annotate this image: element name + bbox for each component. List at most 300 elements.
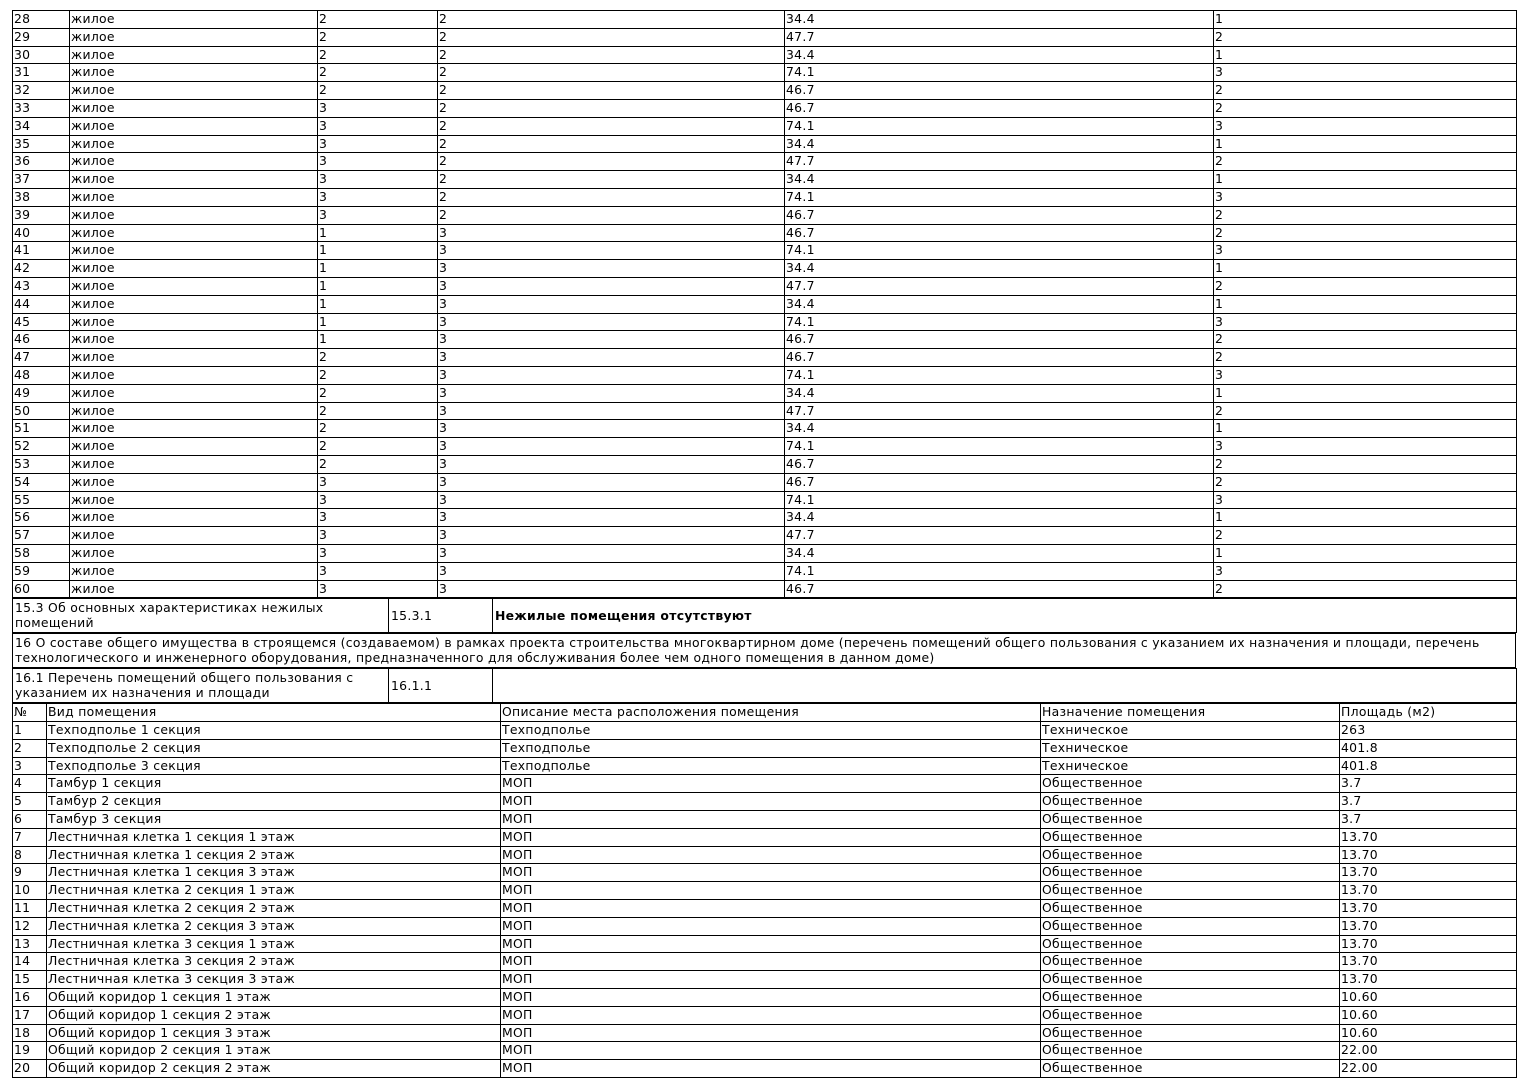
floor-cell: 3 <box>438 527 785 545</box>
number-cell: 18 <box>13 1024 47 1042</box>
area-cell: 13.70 <box>1340 882 1517 900</box>
apartments-table-body <box>13 11 1517 598</box>
apartment-number-cell: 32 <box>13 82 70 100</box>
room-type-cell: жилое <box>70 11 318 29</box>
floor-cell: 2 <box>438 82 785 100</box>
table-row <box>13 917 1517 935</box>
purpose-cell: Общественное <box>1041 1060 1340 1078</box>
room-type-cell: жилое <box>70 313 318 331</box>
room-type-cell: жилое <box>70 46 318 64</box>
room-type-cell: жилое <box>70 402 318 420</box>
section-cell: 2 <box>318 402 438 420</box>
number-cell: 20 <box>13 1060 47 1078</box>
table-row <box>13 864 1517 882</box>
area-cell: 34.4 <box>785 135 1214 153</box>
table-row <box>13 11 1517 29</box>
rooms-count-cell: 3 <box>1214 188 1517 206</box>
area-cell: 3.7 <box>1340 793 1517 811</box>
purpose-cell: Общественное <box>1041 811 1340 829</box>
section-cell: 1 <box>318 277 438 295</box>
rooms-count-cell: 1 <box>1214 46 1517 64</box>
section-cell: 2 <box>318 420 438 438</box>
number-cell: 7 <box>13 828 47 846</box>
room-type-cell: Лестничная клетка 1 секция 2 этаж <box>47 846 501 864</box>
table-row <box>13 935 1517 953</box>
rooms-count-cell: 1 <box>1214 260 1517 278</box>
table-row <box>13 28 1517 46</box>
area-cell: 74.1 <box>785 117 1214 135</box>
room-type-cell: жилое <box>70 491 318 509</box>
section-16-text: 16 О составе общего имущества в строящемся (создаваемом) в рамках проекта строительства многоквартирном доме (перечень помещений общего пользования с указанием их назначения и площади, перечень технологического и инженерного оборудования, предназначенного для обслуживания более чем одного помещения в данном доме) <box>13 634 1516 668</box>
room-type-cell: Лестничная клетка 1 секция 1 этаж <box>47 828 501 846</box>
area-cell: 46.7 <box>785 473 1214 491</box>
location-cell: МОП <box>501 775 1041 793</box>
section-16-1-table <box>12 668 1517 703</box>
area-cell: 47.7 <box>785 277 1214 295</box>
table-row <box>13 313 1517 331</box>
apartment-number-cell: 59 <box>13 562 70 580</box>
apartment-number-cell: 45 <box>13 313 70 331</box>
section-cell: 3 <box>318 153 438 171</box>
apartment-number-cell: 40 <box>13 224 70 242</box>
apartment-number-cell: 57 <box>13 527 70 545</box>
section-16-1-row <box>13 669 1517 703</box>
apartment-number-cell: 42 <box>13 260 70 278</box>
room-type-cell: жилое <box>70 384 318 402</box>
area-cell: 46.7 <box>785 99 1214 117</box>
floor-cell: 3 <box>438 544 785 562</box>
purpose-cell: Общественное <box>1041 1006 1340 1024</box>
room-type-cell: Общий коридор 2 секция 2 этаж <box>47 1060 501 1078</box>
room-type-cell: Лестничная клетка 3 секция 2 этаж <box>47 953 501 971</box>
area-cell: 13.70 <box>1340 935 1517 953</box>
table-row <box>13 171 1517 189</box>
area-cell: 22.00 <box>1340 1042 1517 1060</box>
area-cell: 13.70 <box>1340 900 1517 918</box>
number-cell: 16 <box>13 989 47 1007</box>
apartment-number-cell: 31 <box>13 64 70 82</box>
table-row <box>13 775 1517 793</box>
section-15-3-row <box>13 599 1517 633</box>
section-15-3-table <box>12 598 1517 633</box>
purpose-cell: Общественное <box>1041 971 1340 989</box>
area-cell: 47.7 <box>785 402 1214 420</box>
rooms-count-cell: 3 <box>1214 366 1517 384</box>
floor-cell: 3 <box>438 224 785 242</box>
section-cell: 3 <box>318 562 438 580</box>
number-cell: 11 <box>13 900 47 918</box>
rooms-count-cell: 2 <box>1214 99 1517 117</box>
room-type-cell: жилое <box>70 562 318 580</box>
purpose-cell: Общественное <box>1041 935 1340 953</box>
number-cell: 13 <box>13 935 47 953</box>
room-type-cell: Лестничная клетка 2 секция 3 этаж <box>47 917 501 935</box>
room-type-cell: жилое <box>70 580 318 598</box>
table-row <box>13 989 1517 1007</box>
table-row <box>13 117 1517 135</box>
area-cell: 46.7 <box>785 82 1214 100</box>
table-row <box>13 384 1517 402</box>
floor-cell: 3 <box>438 562 785 580</box>
rooms-count-cell: 2 <box>1214 277 1517 295</box>
area-cell: 34.4 <box>785 295 1214 313</box>
section-cell: 3 <box>318 135 438 153</box>
location-cell: Техподполье <box>501 757 1041 775</box>
table-row <box>13 242 1517 260</box>
rooms-count-cell: 3 <box>1214 64 1517 82</box>
room-type-cell: Тамбур 1 секция <box>47 775 501 793</box>
document-page <box>12 10 1516 1078</box>
apartment-number-cell: 46 <box>13 331 70 349</box>
room-type-cell: Техподполье 1 секция <box>47 722 501 740</box>
apartment-number-cell: 54 <box>13 473 70 491</box>
purpose-cell: Общественное <box>1041 882 1340 900</box>
area-cell: 401.8 <box>1340 757 1517 775</box>
area-cell: 34.4 <box>785 384 1214 402</box>
apartment-number-cell: 49 <box>13 384 70 402</box>
apartment-number-cell: 37 <box>13 171 70 189</box>
room-type-cell: Тамбур 3 секция <box>47 811 501 829</box>
rooms-count-cell: 1 <box>1214 171 1517 189</box>
area-cell: 46.7 <box>785 224 1214 242</box>
table-row <box>13 331 1517 349</box>
rooms-count-cell: 1 <box>1214 420 1517 438</box>
room-type-cell: жилое <box>70 366 318 384</box>
number-cell: 6 <box>13 811 47 829</box>
table-row <box>13 135 1517 153</box>
room-type-cell: жилое <box>70 117 318 135</box>
room-type-cell: Общий коридор 2 секция 1 этаж <box>47 1042 501 1060</box>
floor-cell: 3 <box>438 473 785 491</box>
section-16-row <box>13 634 1516 668</box>
room-type-cell: жилое <box>70 28 318 46</box>
table-row <box>13 64 1517 82</box>
area-cell: 13.70 <box>1340 828 1517 846</box>
rooms-count-cell: 1 <box>1214 11 1517 29</box>
area-cell: 46.7 <box>785 580 1214 598</box>
table-row <box>13 882 1517 900</box>
section-cell: 3 <box>318 509 438 527</box>
room-type-cell: жилое <box>70 455 318 473</box>
apartment-number-cell: 60 <box>13 580 70 598</box>
section-cell: 3 <box>318 491 438 509</box>
section-cell: 3 <box>318 171 438 189</box>
room-type-cell: жилое <box>70 171 318 189</box>
number-cell: 8 <box>13 846 47 864</box>
room-type-cell: Лестничная клетка 2 секция 1 этаж <box>47 882 501 900</box>
rooms-count-cell: 2 <box>1214 580 1517 598</box>
section-16-1-value <box>493 669 1517 703</box>
section-cell: 3 <box>318 188 438 206</box>
room-type-cell: жилое <box>70 188 318 206</box>
number-cell: 19 <box>13 1042 47 1060</box>
room-type-cell: жилое <box>70 260 318 278</box>
location-cell: МОП <box>501 900 1041 918</box>
floor-cell: 3 <box>438 313 785 331</box>
section-15-3-label: 15.3 Об основных характеристиках нежилых помещений <box>13 599 389 633</box>
table-row <box>13 562 1517 580</box>
apartment-number-cell: 52 <box>13 438 70 456</box>
floor-cell: 3 <box>438 242 785 260</box>
header-room-type: Вид помещения <box>47 704 501 722</box>
section-cell: 3 <box>318 473 438 491</box>
area-cell: 47.7 <box>785 28 1214 46</box>
floor-cell: 3 <box>438 384 785 402</box>
number-cell: 12 <box>13 917 47 935</box>
table-row <box>13 971 1517 989</box>
location-cell: МОП <box>501 811 1041 829</box>
section-cell: 2 <box>318 384 438 402</box>
apartment-number-cell: 44 <box>13 295 70 313</box>
floor-cell: 2 <box>438 188 785 206</box>
apartment-number-cell: 41 <box>13 242 70 260</box>
table-row <box>13 153 1517 171</box>
area-cell: 13.70 <box>1340 864 1517 882</box>
location-cell: МОП <box>501 1006 1041 1024</box>
area-cell: 22.00 <box>1340 1060 1517 1078</box>
area-cell: 401.8 <box>1340 739 1517 757</box>
number-cell: 14 <box>13 953 47 971</box>
purpose-cell: Техническое <box>1041 739 1340 757</box>
area-cell: 46.7 <box>785 349 1214 367</box>
floor-cell: 2 <box>438 46 785 64</box>
room-type-cell: Общий коридор 1 секция 2 этаж <box>47 1006 501 1024</box>
number-cell: 15 <box>13 971 47 989</box>
section-cell: 2 <box>318 438 438 456</box>
section-cell: 3 <box>318 527 438 545</box>
purpose-cell: Техническое <box>1041 757 1340 775</box>
area-cell: 34.4 <box>785 11 1214 29</box>
rooms-count-cell: 2 <box>1214 402 1517 420</box>
area-cell: 74.1 <box>785 64 1214 82</box>
floor-cell: 2 <box>438 64 785 82</box>
apartments-table <box>12 10 1517 598</box>
apartment-number-cell: 29 <box>13 28 70 46</box>
apartment-number-cell: 39 <box>13 206 70 224</box>
number-cell: 10 <box>13 882 47 900</box>
section-cell: 3 <box>318 117 438 135</box>
purpose-cell: Общественное <box>1041 989 1340 1007</box>
area-cell: 74.1 <box>785 313 1214 331</box>
table-row <box>13 402 1517 420</box>
section-cell: 1 <box>318 224 438 242</box>
section-cell: 2 <box>318 455 438 473</box>
area-cell: 34.4 <box>785 544 1214 562</box>
area-cell: 263 <box>1340 722 1517 740</box>
section-cell: 2 <box>318 46 438 64</box>
table-row <box>13 1060 1517 1078</box>
room-type-cell: жилое <box>70 438 318 456</box>
floor-cell: 2 <box>438 206 785 224</box>
table-row <box>13 82 1517 100</box>
table-row <box>13 206 1517 224</box>
location-cell: Техподполье <box>501 739 1041 757</box>
rooms-count-cell: 3 <box>1214 438 1517 456</box>
floor-cell: 3 <box>438 491 785 509</box>
section-cell: 3 <box>318 206 438 224</box>
rooms-count-cell: 2 <box>1214 455 1517 473</box>
header-number: № <box>13 704 47 722</box>
table-row <box>13 46 1517 64</box>
apartment-number-cell: 43 <box>13 277 70 295</box>
location-cell: МОП <box>501 864 1041 882</box>
floor-cell: 2 <box>438 171 785 189</box>
area-cell: 34.4 <box>785 171 1214 189</box>
area-cell: 10.60 <box>1340 1024 1517 1042</box>
floor-cell: 3 <box>438 260 785 278</box>
area-cell: 34.4 <box>785 46 1214 64</box>
section-cell: 2 <box>318 82 438 100</box>
room-type-cell: жилое <box>70 544 318 562</box>
table-row <box>13 900 1517 918</box>
floor-cell: 3 <box>438 455 785 473</box>
floor-cell: 3 <box>438 295 785 313</box>
room-type-cell: Лестничная клетка 1 секция 3 этаж <box>47 864 501 882</box>
area-cell: 10.60 <box>1340 989 1517 1007</box>
floor-cell: 3 <box>438 438 785 456</box>
apartment-number-cell: 38 <box>13 188 70 206</box>
section-cell: 1 <box>318 260 438 278</box>
apartment-number-cell: 47 <box>13 349 70 367</box>
rooms-count-cell: 2 <box>1214 153 1517 171</box>
area-cell: 47.7 <box>785 153 1214 171</box>
table-row <box>13 438 1517 456</box>
table-row <box>13 491 1517 509</box>
location-cell: МОП <box>501 1042 1041 1060</box>
room-type-cell: жилое <box>70 473 318 491</box>
table-row <box>13 99 1517 117</box>
location-cell: МОП <box>501 793 1041 811</box>
purpose-cell: Общественное <box>1041 900 1340 918</box>
table-row <box>13 277 1517 295</box>
purpose-cell: Общественное <box>1041 864 1340 882</box>
area-cell: 74.1 <box>785 562 1214 580</box>
floor-cell: 2 <box>438 135 785 153</box>
common-rooms-table-body <box>13 722 1517 1078</box>
apartment-number-cell: 51 <box>13 420 70 438</box>
rooms-count-cell: 2 <box>1214 331 1517 349</box>
location-cell: МОП <box>501 882 1041 900</box>
table-row <box>13 1042 1517 1060</box>
section-15-3-value: Нежилые помещения отсутствуют <box>493 599 1517 633</box>
area-cell: 34.4 <box>785 260 1214 278</box>
room-type-cell: жилое <box>70 135 318 153</box>
rooms-count-cell: 1 <box>1214 295 1517 313</box>
number-cell: 1 <box>13 722 47 740</box>
area-cell: 74.1 <box>785 242 1214 260</box>
room-type-cell: жилое <box>70 224 318 242</box>
table-row <box>13 739 1517 757</box>
room-type-cell: жилое <box>70 277 318 295</box>
area-cell: 13.70 <box>1340 953 1517 971</box>
floor-cell: 3 <box>438 277 785 295</box>
rooms-count-cell: 2 <box>1214 473 1517 491</box>
area-cell: 10.60 <box>1340 1006 1517 1024</box>
apartment-number-cell: 48 <box>13 366 70 384</box>
room-type-cell: жилое <box>70 527 318 545</box>
floor-cell: 3 <box>438 580 785 598</box>
room-type-cell: жилое <box>70 99 318 117</box>
area-cell: 3.7 <box>1340 775 1517 793</box>
floor-cell: 2 <box>438 11 785 29</box>
table-row <box>13 455 1517 473</box>
area-cell: 46.7 <box>785 455 1214 473</box>
section-cell: 2 <box>318 28 438 46</box>
area-cell: 13.70 <box>1340 846 1517 864</box>
location-cell: МОП <box>501 1060 1041 1078</box>
room-type-cell: Лестничная клетка 2 секция 2 этаж <box>47 900 501 918</box>
rooms-count-cell: 3 <box>1214 117 1517 135</box>
room-type-cell: Лестничная клетка 3 секция 1 этаж <box>47 935 501 953</box>
rooms-count-cell: 2 <box>1214 349 1517 367</box>
area-cell: 13.70 <box>1340 917 1517 935</box>
apartment-number-cell: 50 <box>13 402 70 420</box>
location-cell: МОП <box>501 971 1041 989</box>
room-type-cell: жилое <box>70 64 318 82</box>
section-cell: 3 <box>318 99 438 117</box>
rooms-count-cell: 3 <box>1214 562 1517 580</box>
table-row <box>13 295 1517 313</box>
room-type-cell: Лестничная клетка 3 секция 3 этаж <box>47 971 501 989</box>
common-rooms-table <box>12 703 1517 1078</box>
room-type-cell: жилое <box>70 509 318 527</box>
location-cell: МОП <box>501 1024 1041 1042</box>
table-row <box>13 580 1517 598</box>
area-cell: 34.4 <box>785 509 1214 527</box>
area-cell: 46.7 <box>785 206 1214 224</box>
common-rooms-header-row <box>13 704 1517 722</box>
number-cell: 9 <box>13 864 47 882</box>
header-purpose: Назначение помещения <box>1041 704 1340 722</box>
apartment-number-cell: 58 <box>13 544 70 562</box>
rooms-count-cell: 3 <box>1214 242 1517 260</box>
room-type-cell: Техподполье 3 секция <box>47 757 501 775</box>
section-cell: 2 <box>318 11 438 29</box>
purpose-cell: Общественное <box>1041 917 1340 935</box>
rooms-count-cell: 3 <box>1214 491 1517 509</box>
number-cell: 3 <box>13 757 47 775</box>
floor-cell: 3 <box>438 331 785 349</box>
section-cell: 1 <box>318 331 438 349</box>
table-row <box>13 757 1517 775</box>
section-cell: 2 <box>318 366 438 384</box>
rooms-count-cell: 1 <box>1214 384 1517 402</box>
room-type-cell: жилое <box>70 82 318 100</box>
floor-cell: 3 <box>438 420 785 438</box>
area-cell: 34.4 <box>785 420 1214 438</box>
location-cell: МОП <box>501 989 1041 1007</box>
floor-cell: 2 <box>438 153 785 171</box>
section-cell: 3 <box>318 580 438 598</box>
number-cell: 17 <box>13 1006 47 1024</box>
rooms-count-cell: 1 <box>1214 509 1517 527</box>
header-area: Площадь (м2) <box>1340 704 1517 722</box>
number-cell: 2 <box>13 739 47 757</box>
floor-cell: 3 <box>438 349 785 367</box>
location-cell: МОП <box>501 828 1041 846</box>
apartment-number-cell: 56 <box>13 509 70 527</box>
table-row <box>13 846 1517 864</box>
section-15-3-code: 15.3.1 <box>389 599 493 633</box>
section-16-1-code: 16.1.1 <box>389 669 493 703</box>
area-cell: 13.70 <box>1340 971 1517 989</box>
apartment-number-cell: 33 <box>13 99 70 117</box>
apartment-number-cell: 36 <box>13 153 70 171</box>
purpose-cell: Техническое <box>1041 722 1340 740</box>
area-cell: 47.7 <box>785 527 1214 545</box>
room-type-cell: жилое <box>70 242 318 260</box>
location-cell: МОП <box>501 953 1041 971</box>
